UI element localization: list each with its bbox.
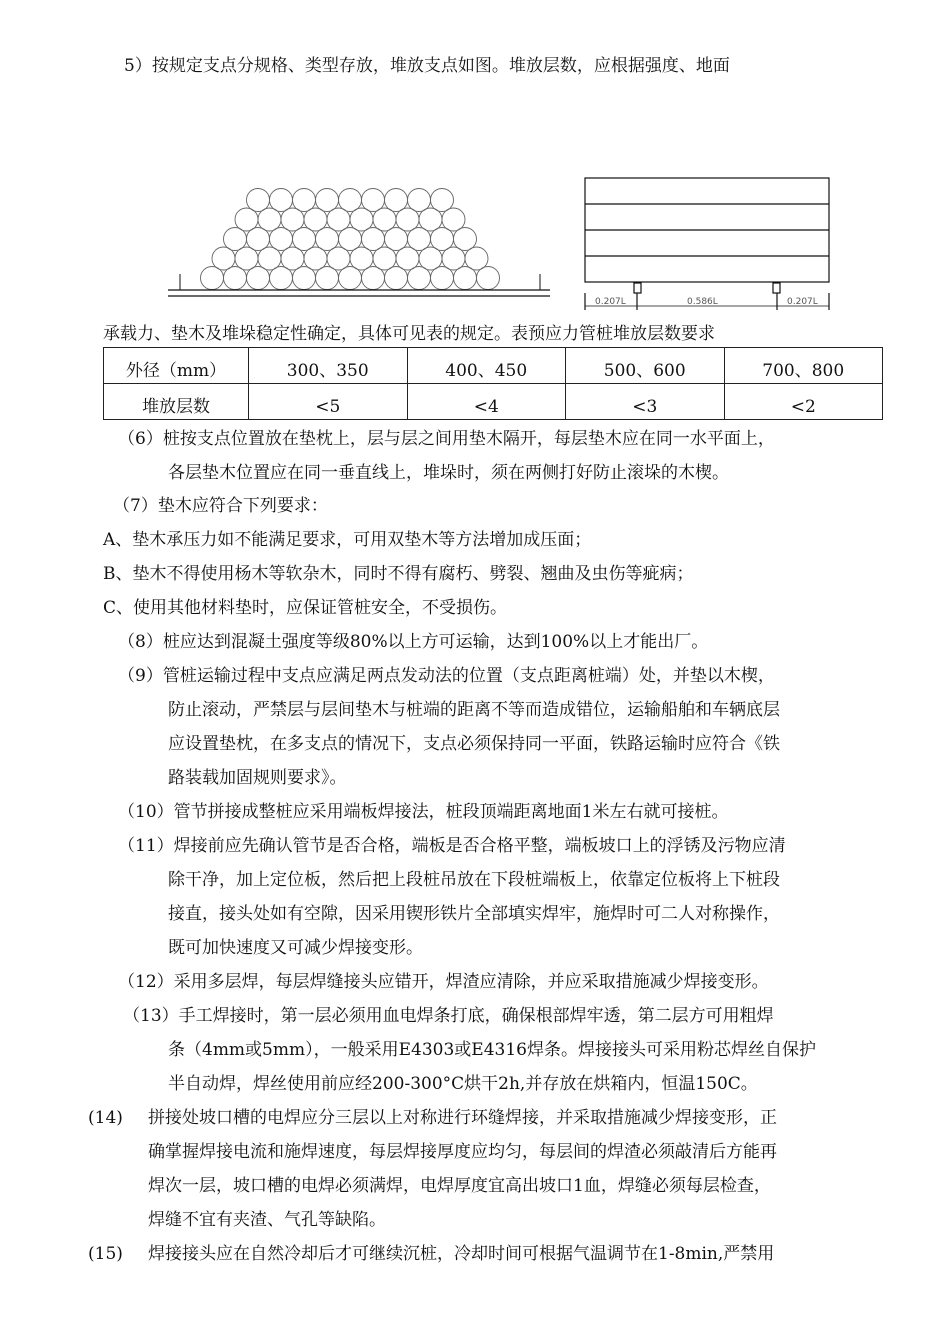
paragraph-line: 路装载加固规则要求》。	[168, 768, 347, 788]
table-cell: 400、450	[407, 348, 566, 384]
table-row-diameter	[104, 348, 883, 384]
intro-line: 5）按规定支点分规格、类型存放，堆放支点如图。堆放层数，应根据强度、地面	[124, 56, 730, 76]
pile-circle	[224, 228, 247, 251]
pile-circle	[293, 189, 316, 212]
dimension-label-left: 0.207L	[595, 297, 626, 307]
pile-circle	[419, 247, 442, 270]
pile-circle	[350, 208, 373, 231]
paragraph-number: (14)	[88, 1108, 123, 1128]
table-cell: <5	[249, 384, 408, 420]
pile-circle	[339, 189, 362, 212]
pile-circle	[385, 189, 408, 212]
pile-circle	[316, 267, 339, 290]
pile-circle	[304, 208, 327, 231]
pile-circle	[258, 208, 281, 231]
pile-circle	[362, 267, 385, 290]
paragraph-line: 接直，接头处如有空隙，因采用锲形铁片全部填实焊牢，施焊时可二人对称操作，	[168, 904, 780, 924]
table-cell: <4	[407, 384, 566, 420]
pile-circle	[408, 228, 431, 251]
pile-circle	[465, 247, 488, 270]
pile-circle	[373, 208, 396, 231]
stacking-layers-table	[103, 347, 883, 420]
pile-circle	[454, 267, 477, 290]
support-point-diagram	[575, 170, 835, 315]
pile-circle	[477, 267, 500, 290]
pile-circle	[339, 267, 362, 290]
paragraph-line: （9）管桩运输过程中支点应满足两点发动法的位置（支点距离桩端）处，并垫以木楔，	[118, 666, 775, 686]
pile-circle	[350, 247, 373, 270]
paragraph-line: 各层垫木位置应在同一垂直线上，堆垛时，须在两侧打好防止滚垛的木楔。	[168, 463, 729, 483]
pile-circle	[247, 189, 270, 212]
pile-circle	[235, 208, 258, 231]
pile-circle	[258, 247, 281, 270]
pile-circle	[293, 228, 316, 251]
paragraph-line: 应设置垫枕，在多支点的情况下，支点必须保持同一平面，铁路运输时应符合《铁	[168, 734, 780, 754]
paragraph-line: （7）垫木应符合下列要求：	[113, 496, 328, 516]
pile-circle	[270, 267, 293, 290]
paragraph-line: 半自动焊，焊丝使用前应经200-300°C烘干2h,并存放在烘箱内，恒温150C。	[168, 1074, 758, 1094]
paragraph-line: 拼接处坡口槽的电焊应分三层以上对称进行环缝焊接，并采取措施减少焊接变形，正	[148, 1108, 777, 1128]
paragraph-line: 焊次一层，坡口槽的电焊必须满焊，电焊厚度宜高出坡口1血，焊缝必须每层检查，	[148, 1176, 771, 1196]
paragraph-line: （12）采用多层焊，每层焊缝接头应错开，焊渣应清除，并应采取措施减少焊接变形。	[118, 972, 769, 992]
paragraph-line: B、垫木不得使用杨木等软杂木，同时不得有腐朽、劈裂、翘曲及虫伤等疵病；	[103, 564, 694, 584]
paragraph-line: （10）管节拼接成整桩应采用端板焊接法，桩段顶端距离地面1米左右就可接桩。	[118, 802, 729, 822]
pile-circle	[385, 267, 408, 290]
paragraph-line: （13）手工焊接时，第一层必须用血电焊条打底，确保根部焊牢透，第二层方可用粗焊	[123, 1006, 774, 1026]
paragraph-line: 焊接接头应在自然冷却后才可继续沉桩，冷却时间可根据气温调节在1-8min,严禁用	[148, 1244, 775, 1264]
pile-circle	[419, 208, 442, 231]
paragraph-line: C、使用其他材料垫时，应保证管桩安全，不受损伤。	[103, 598, 508, 618]
paragraph-line: （6）桩按支点位置放在垫枕上，层与层之间用垫木隔开，每层垫木应在同一水平面上，	[118, 429, 775, 449]
pile-circle	[396, 208, 419, 231]
pile-circle	[408, 267, 431, 290]
pile-circle	[431, 267, 454, 290]
pile-circle	[362, 228, 385, 251]
paragraph-line: （11）焊接前应先确认管节是否合格，端板是否合格平整，端板坡口上的浮锈及污物应清	[118, 836, 786, 856]
paragraph-number: (15)	[88, 1244, 123, 1264]
pile-circle	[454, 228, 477, 251]
pile-circle	[385, 228, 408, 251]
paragraph-line: 除干净，加上定位板，然后把上段桩吊放在下段桩端板上，依靠定位板将上下桩段	[168, 870, 780, 890]
table-caption: 承载力、垫木及堆垛稳定性确定，具体可见表的规定。表预应力管桩堆放层数要求	[103, 324, 715, 344]
table-cell: <3	[566, 384, 725, 420]
pile-circle	[316, 228, 339, 251]
right-support-block	[773, 283, 780, 293]
table-cell: 300、350	[249, 348, 408, 384]
pile-circle	[281, 208, 304, 231]
table-header-diameter: 外径（mm）	[104, 348, 249, 384]
pile-circle	[270, 228, 293, 251]
pile-circle	[293, 267, 316, 290]
pile-circle	[235, 247, 258, 270]
paragraph-line: 确掌握焊接电流和施焊速度，每层焊接厚度应均匀，每层间的焊渣必须敲清后方能再	[148, 1142, 777, 1162]
paragraph-line: 防止滚动，严禁层与层间垫木与桩端的距离不等而造成错位，运输船舶和车辆底层	[168, 700, 780, 720]
pile-circle	[224, 267, 247, 290]
table-cell: <2	[724, 384, 883, 420]
paragraph-line: 既可加快速度又可减少焊接变形。	[168, 938, 423, 958]
paragraph-line: （8）桩应达到混凝土强度等级80%以上方可运输，达到100%以上才能出厂。	[118, 632, 709, 652]
pile-circle	[270, 189, 293, 212]
table-header-layers: 堆放层数	[104, 384, 249, 420]
paragraph-line: 焊缝不宜有夹渣、气孔等缺陷。	[148, 1210, 386, 1230]
pile-circle	[442, 247, 465, 270]
paragraph-line: A、垫木承压力如不能满足要求，可用双垫木等方法增加成压面；	[103, 530, 592, 550]
pile-stack-diagram	[160, 180, 560, 300]
pile-circle	[431, 228, 454, 251]
pile-circle	[201, 267, 224, 290]
pile-circle	[408, 189, 431, 212]
pile-circle	[396, 247, 419, 270]
dimension-label-middle: 0.586L	[687, 297, 718, 307]
pile-circle	[442, 208, 465, 231]
pile-circle	[362, 189, 385, 212]
pile-circle	[339, 228, 362, 251]
pile-circle	[327, 208, 350, 231]
table-row-layers	[104, 384, 883, 420]
paragraph-line: 条（4mm或5mm），一般采用E4303或E4316焊条。焊接接头可采用粉芯焊丝自保护	[168, 1040, 816, 1060]
left-support-block	[634, 283, 641, 293]
pile-circle	[431, 189, 454, 212]
pile-circle	[212, 247, 235, 270]
pile-circle	[304, 247, 327, 270]
dimension-label-right: 0.207L	[787, 297, 818, 307]
pile-circle	[373, 247, 396, 270]
pile-circle	[247, 267, 270, 290]
table-cell: 500、600	[566, 348, 725, 384]
pile-circle	[327, 247, 350, 270]
pile-circle	[247, 228, 270, 251]
pile-circle	[316, 189, 339, 212]
table-cell: 700、800	[724, 348, 883, 384]
pile-circle	[281, 247, 304, 270]
